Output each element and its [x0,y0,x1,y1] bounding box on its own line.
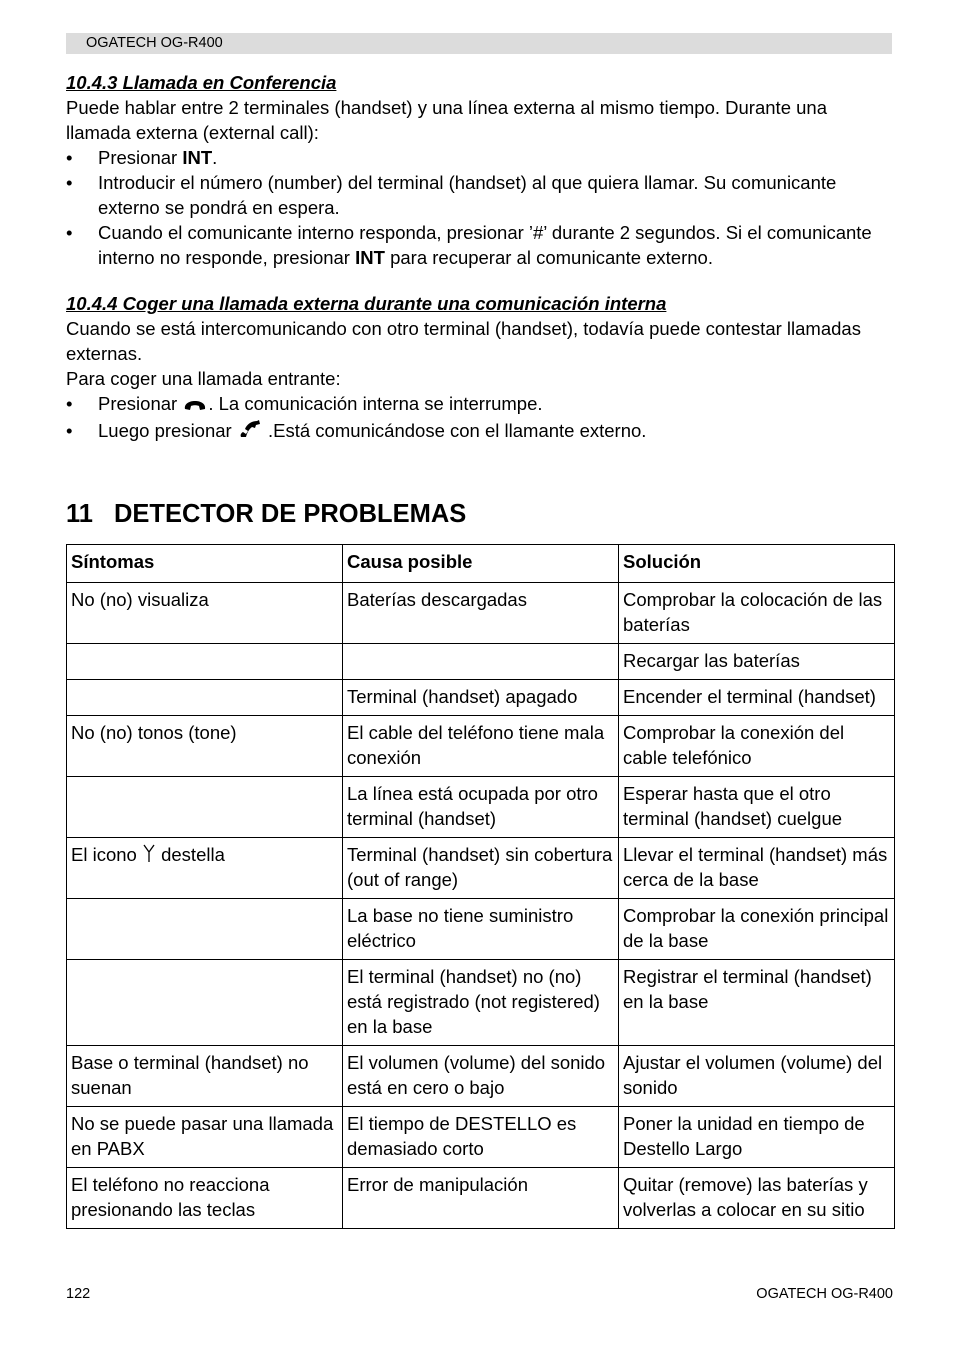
table-cell: El icono destella [67,838,343,899]
table-cell: El cable del teléfono tiene mala conexión [343,716,619,777]
table-row [67,583,895,644]
table-cell: Terminal (handset) sin cobertura (out of range) [343,838,619,899]
bullet-marker: • [66,419,73,441]
list-item: • Presionar INT. [66,147,218,168]
table-cell: Recargar las baterías [619,644,895,680]
section-1043-paragraph: Puede hablar entre 2 terminales (handset) y una línea externa al mismo tiempo. Durante una llamada externa (external call): [66,97,827,143]
section-1044-paragraph: Cuando se está intercomunicando con otro terminal (handset), todavía puede contestar llamadas externas. [66,318,861,364]
table-cell: Llevar el terminal (handset) más cerca de la base [619,838,895,899]
table-row [67,777,895,838]
table-cell [67,899,343,960]
table-cell [343,644,619,680]
section-heading-1043: 10.4.3 Llamada en Conferencia [66,72,337,93]
table-cell: El tiempo de DESTELLO es demasiado corto [343,1107,619,1168]
int-key-label: INT [355,247,385,268]
header-text: OGATECH OG-R400 [86,35,223,51]
table-row [67,1107,895,1168]
chapter-number: 11 [66,500,93,528]
chapter-title [66,497,466,531]
running-header [66,33,892,54]
table-row [67,899,895,960]
table-cell: El teléfono no reacciona presionando las teclas [67,1168,343,1229]
section-1043-list [66,145,894,270]
table-cell: Baterías descargadas [343,583,619,644]
table-cell: No se puede pasar una llamada en PABX [67,1107,343,1168]
bullet-marker: • [66,172,73,193]
table-cell: Error de manipulación [343,1168,619,1229]
table-row [67,716,895,777]
table-cell: La base no tiene suministro eléctrico [343,899,619,960]
list-item: • Presionar . La comunicación interna se interrumpe. [66,391,894,418]
chapter-title-text: DETECTOR DE PROBLEMAS [114,500,467,528]
bullet-marker: • [66,222,73,243]
table-cell [67,960,343,1046]
int-key-label: INT [182,147,213,168]
table-row [67,838,895,899]
table-cell [67,680,343,716]
table-row [67,644,895,680]
table-cell: Terminal (handset) apagado [343,680,619,716]
list-item: • Luego presionar .Está comunicándose con el llamante externo. [66,418,894,446]
hang-up-phone-icon [182,393,208,418]
page-content [66,70,894,446]
bullet-marker: • [66,393,73,414]
antenna-icon [142,843,156,869]
table-cell: Encender el terminal (handset) [619,680,895,716]
footer-brand: OGATECH OG-R400 [756,1286,893,1302]
table-cell: El volumen (volume) del sonido está en cero o bajo [343,1046,619,1107]
table-cell: El terminal (handset) no (no) está registrado (not registered) en la base [343,960,619,1046]
table-cell: Comprobar la conexión del cable telefónico [619,716,895,777]
table-cell: Registrar el terminal (handset) en la base [619,960,895,1046]
table-cell: No (no) tonos (tone) [67,716,343,777]
table-cell [67,644,343,680]
list-item: • Introducir el número (number) del terminal (handset) al que quiera llamar. Su comunicante externo se pondrá en espera. [66,172,837,218]
table-cell: Base o terminal (handset) no suenan [67,1046,343,1107]
table-row [67,1046,895,1107]
table-cell: Comprobar la colocación de las baterías [619,583,895,644]
off-hook-phone-icon [237,418,263,446]
page-number: 122 [66,1286,91,1302]
section-heading-1044: 10.4.4 Coger una llamada externa durante una comunicación interna [66,293,667,314]
table-cell: La línea está ocupada por otro terminal (handset) [343,777,619,838]
table-cell: Ajustar el volumen (volume) del sonido [619,1046,895,1107]
section-1044-list [66,391,894,446]
list-item: • Cuando el comunicante interno responda, presionar ’#’ durante 2 segundos. Si el comunicante interno no responde, presionar INT para recuperar al comunicante externo. [66,222,872,268]
column-header: Causa posible [343,545,619,583]
table-cell: Poner la unidad en tiempo de Destello Largo [619,1107,895,1168]
table-row [67,680,895,716]
bullet-marker: • [66,147,73,168]
section-1044-paragraph: Para coger una llamada entrante: [66,368,341,389]
table-header-row [67,545,895,583]
column-header: Solución [619,545,895,583]
column-header: Síntomas [67,545,343,583]
table-cell [67,777,343,838]
table-cell: No (no) visualiza [67,583,343,644]
table-row [67,1168,895,1229]
table-cell: Quitar (remove) las baterías y volverlas a colocar en su sitio [619,1168,895,1229]
table-row [67,960,895,1046]
troubleshooting-table [66,544,895,1229]
table-cell: Esperar hasta que el otro terminal (handset) cuelgue [619,777,895,838]
table-cell: Comprobar la conexión principal de la base [619,899,895,960]
